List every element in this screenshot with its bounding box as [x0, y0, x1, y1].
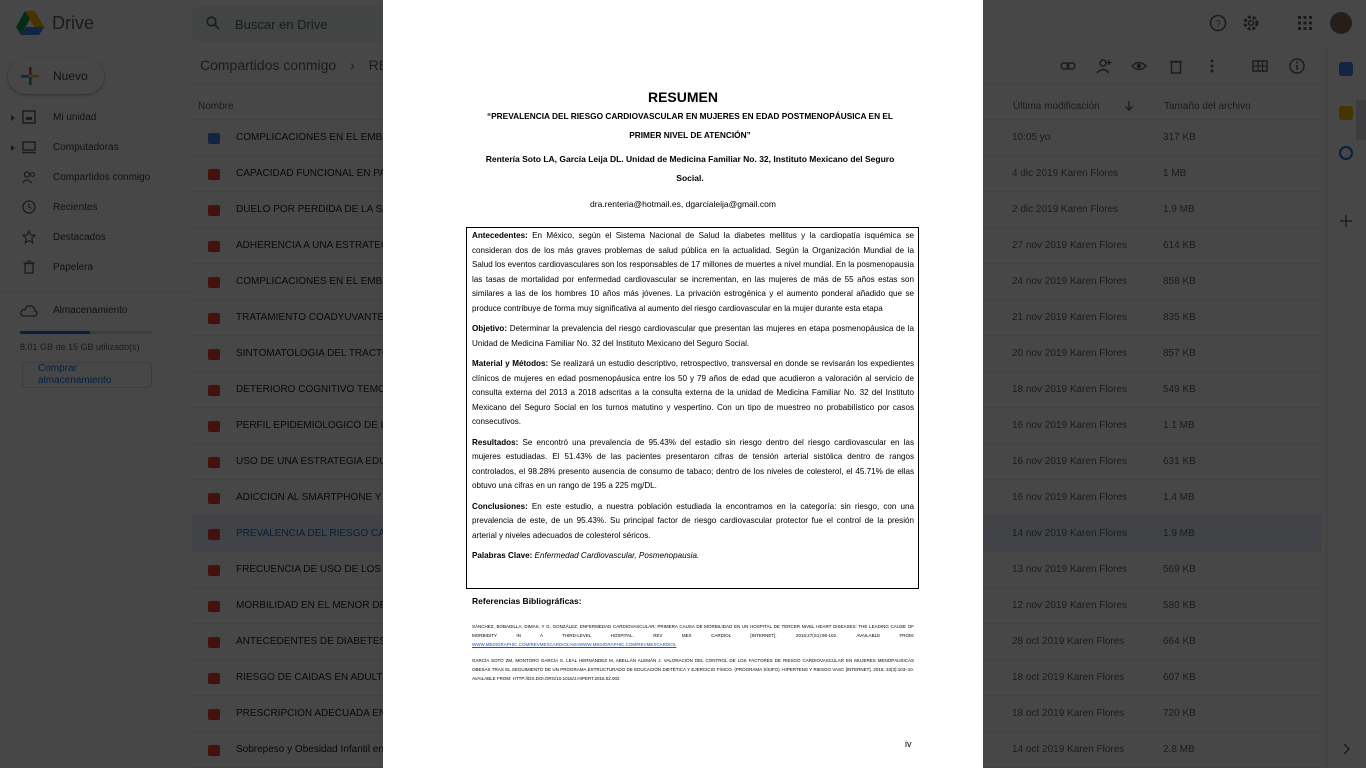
- reference-1: [472, 622, 914, 649]
- section-label: Antecedentes:: [472, 231, 528, 240]
- section-text: Se realizará un estudio descriptivo, retrospectivo, transversal en donde se revisarán los expedientes clínicos de mujeres en edad posmenopáusica entre los 50 y 79 años de edad que acudieron a valoración al servicio de consulta externa del 2013 a 2018 adscritas a la consulta externa de la unidad de Medicina Familiar No. 32 del Instituto Mexicano del Seguro Social en los turnos matutino y vespertino. Con un tipo de muestreo no probabilístico por casos consecutivos.: [472, 359, 914, 426]
- section-label: Material y Métodos:: [472, 359, 549, 368]
- document-subtitle: “PREVALENCIA DEL RIESGO CARDIOVASCULAR EN MUJERES EN EDAD POSTMENOPÁUSICA EN EL PRIMER NIVEL DE ATENCIÓN”: [487, 111, 893, 140]
- document-title: RESUMEN: [647, 89, 718, 105]
- document-email: dra.renteria@hotmail.es, dgarcialeija@gmail.com: [590, 199, 776, 209]
- document-page: [383, 0, 983, 768]
- reference-link[interactable]: WWW.MEDIGRAPHIC.COM/REVMEXCARDIOL%0AWWW.MEDIGRAPHIC.COM/REVMEXCARDIOL: [472, 642, 677, 647]
- references-heading: Referencias Bibliográficas:: [472, 596, 582, 606]
- reference-2: GARCÍA SOTO ZM, MONTORO GARCÍA S, LEAL HERNÁNDEZ M, ABELLÁN ALEMÁN J. VALORACIÓN DEL CONTROL DE LOS FACTORES DE RIESGO CARDIOVASCULAR EN MUJERES MENOPÁUSICAS OBESAS TRAS EL SEGUIMIENTO DE UN PROGRAMA ESTRUCTURADO DE EDUCACIÓN DIETÉTICA Y EJERCICIO FÍSICO. (PROGRAMA SÍSIFO). HIPERTENS Y RIESGO VASC [INTERNET]. 2016; 33(3):103–10. AVAILABLE FROM: HTTP://DX.DOI.ORG/10.1016/J.HIPERT.2016.02.002: [472, 658, 914, 681]
- section-text: En este estudio, a nuestra población estudiada la encontramos en la categoría: sin riesgo, con una prevalencia de este, de un 95.43%. Su principal factor de riesgo cardiovascular protector fue el control de la presión arterial y niveles adecuados de colesterol séricos.: [472, 501, 914, 540]
- abstract-keywords: [472, 549, 914, 564]
- reference-text: SÁNCHEZ, BOBADILLA, DIMAS, Y G, GONZÁLEZ. ENFERMEDAD CARDIOVASCULAR: PRIMERA CAUSA DE MORBILIDAD EN UN HOSPITAL DE TERCER NIVEL HEART DISEASES: THE LEADING CAUSE OF MORBIDITY IN A THIRD-LEVEL HOSPITAL. REV MEX CARDIOL [INTERNET]. 2016;27(S1):98-102. AVAILABLE FROM:: [472, 624, 914, 638]
- section-text: Determinar la prevalencia del riesgo cardiovascular que presentan las mujeres en etapa posmenopáusica de la Unidad de Medicina Familiar No. 32 del Instituto Mexicano del Seguro Social.: [472, 324, 914, 348]
- section-text: En México, según el Sistema Nacional de Salud la diabetes mellitus y la cardiopatía isquémica se consideran dos de los más graves problemas de salud pública en la actualidad. Según la Organización Mundial de la Salud los eventos cardiovasculares son los responsables de 17 millones de muertes a nivel mundial. En la posmenopausia las tasas de mortalidad por enfermedad cardiovascular se incrementan, en las mujeres de más de 55 años estas son similares a las de los hombres 10 años más jóvenes. La privación estrogénica y el aumento ponderal añadido que se produce contribuye de forma muy significativa al aumento del riesgo cardiovascular en la mujer durante esta etapa: [472, 231, 914, 313]
- abstract-conclusiones: [472, 500, 914, 544]
- keywords-text: Enfermedad Cardiovascular, Posmenopausia.: [532, 551, 700, 560]
- abstract-box: [466, 227, 919, 589]
- keywords-label: Palabras Clave:: [472, 551, 533, 560]
- page-number: iv: [905, 739, 912, 749]
- document-authors: Rentería Soto LA, García Leija DL. Unidad de Medicina Familiar No. 32, Instituto Mexicano del Seguro Social.: [485, 154, 895, 183]
- section-label: Conclusiones:: [472, 501, 528, 511]
- section-text: Se encontró una prevalencia de 95.43% del estadio sin riesgo dentro del riesgo cardiovascular en las mujeres estudiadas. El 51.43% de las pacientes presentaron cifras de tensión arterial sistólica dentro de rangos controlados, el 98.28% presento ausencia de consumo de tabaco; dentro de los niveles de colesterol, el 45.71% de ellas obtuvo una cifras en un rango de 195 a 225 mg/DL.: [472, 437, 914, 490]
- abstract-metodos: [472, 357, 914, 430]
- abstract-resultados: [472, 436, 914, 494]
- abstract-antecedentes: [472, 229, 914, 316]
- section-label: Objetivo:: [472, 324, 508, 333]
- abstract-objetivo: [472, 322, 914, 351]
- section-label: Resultados:: [472, 437, 519, 447]
